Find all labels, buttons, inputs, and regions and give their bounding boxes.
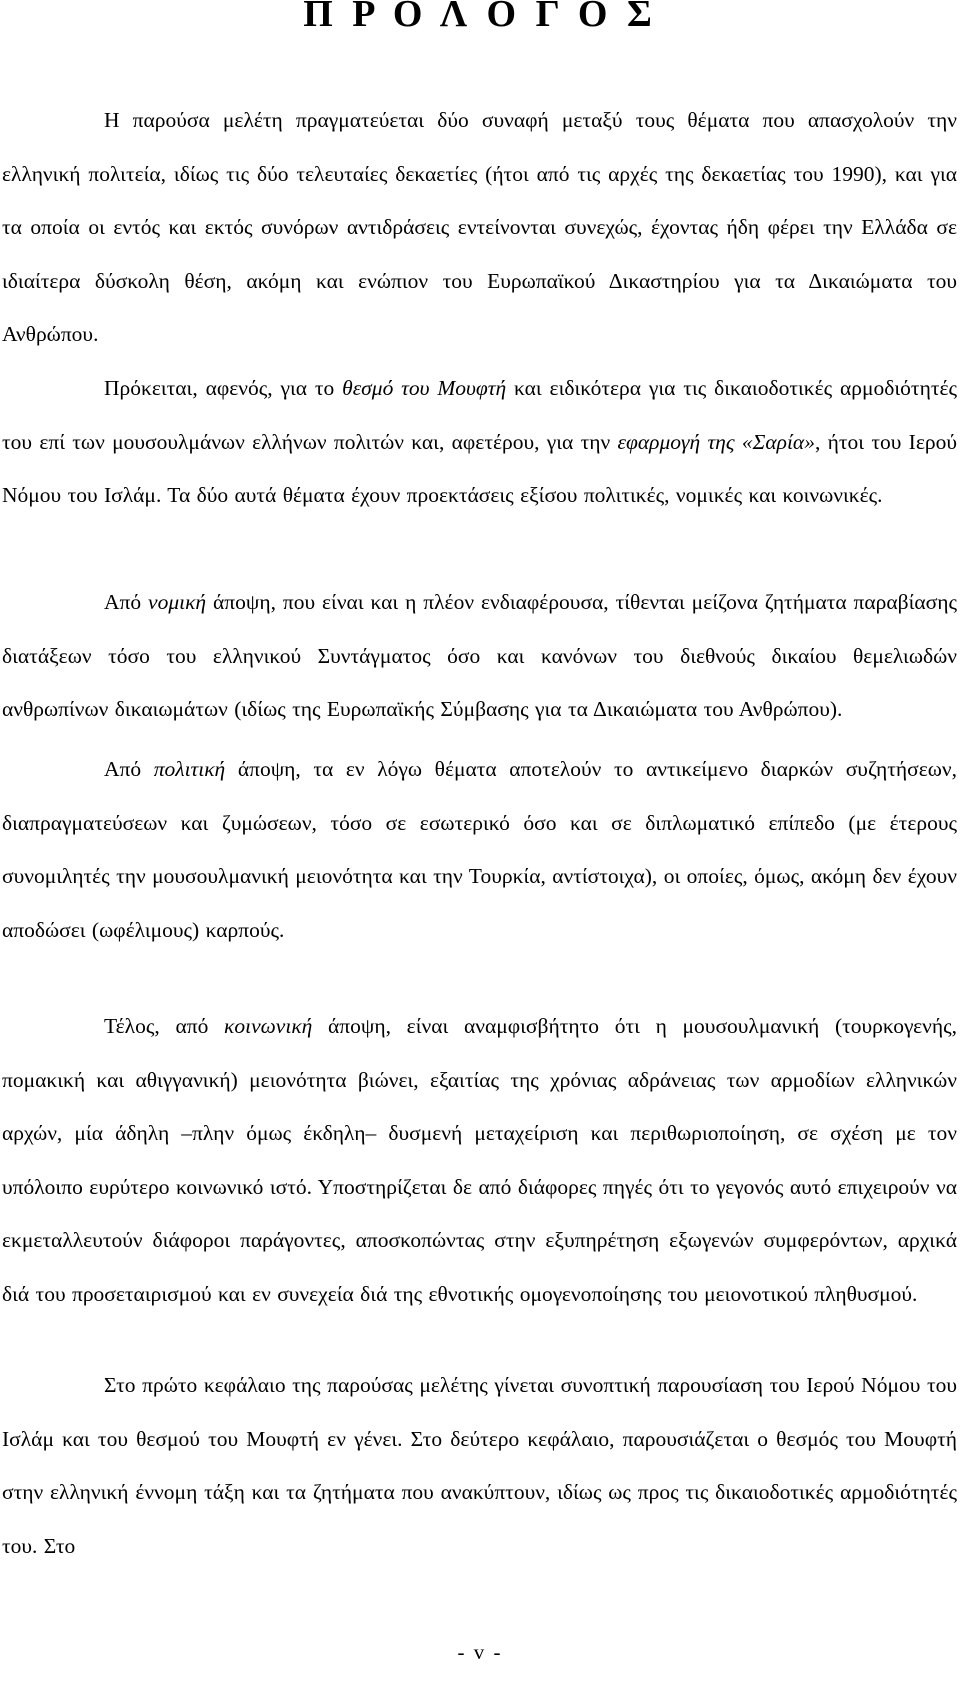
paragraph-political-aspect [2,743,957,957]
paragraph-chapter-outline [2,1359,957,1573]
text-run: Από [104,757,154,781]
page-title: Π Ρ Ο Λ Ο Γ Ο Σ [303,0,657,35]
emphasized-text: θεσμό του Μουφτή [342,376,507,400]
text-run: Στο πρώτο κεφάλαιο της παρούσας μελέτης γίνεται συνοπτική παρουσίαση του Ιερού Νόμου του Ισλάμ και του θεσμού του Μουφτή εν γένει. Στο δεύτερο κεφάλαιο, παρουσιάζεται ο θεσμός του Μουφτή στην ελληνική έννομη τάξη και τα ζητήματα που ανακύπτουν, ιδίως ως προς τις δικαιοδοτικές αρμοδιότητές του. Στο [2,1373,957,1558]
text-run: Πρόκειται, αφενός, για το [104,376,343,400]
emphasized-text: κοινωνική [224,1014,313,1038]
emphasized-text: νομική [148,590,207,614]
text-run: άποψη, που είναι και η πλέον ενδιαφέρουσα, τίθενται μείζονα ζητήματα παραβίασης διατάξεων τόσο του ελληνικού Συντάγματος όσο και κανόνων του διεθνούς δικαίου θεμελιωδών ανθρωπίνων δικαιωμάτων (ιδίως της Ευρωπαϊκής Σύμβασης για τα Δικαιώματα του Ανθρώπου). [2,590,957,721]
emphasized-text: εφαρμογή της «Σαρία» [617,429,815,454]
paragraph-social-aspect [2,1000,957,1321]
text-run: άποψη, είναι αναμφισβήτητο ότι η μουσουλμανική (τουρκογενής, πομακική και αθιγγανική) μειονότητα βιώνει, εξαιτίας της χρόνιας αδράνειας των αρμοδίων ελληνικών αρχών, μία άδηλη –πλην όμως έκδηλη– δυσμενή μεταχείριση και περιθωριοποίηση, σε σχέση με τον υπόλοιπο ευρύτερο κοινωνικό ιστό. Υποστηρίζεται δε από διάφορες πηγές ότι το γεγονός αυτό επιχειρούν να εκμεταλλευτούν διάφοροι παράγοντες, αποσκοπώντας στην εξυπηρέτηση εξωγενών συμφερόντων, αρχικά διά του προσεταιρισμού και εν συνεχεία διά της εθνοτικής ομογενοποίησης του μειονοτικού πληθυσμού. [2,1014,957,1306]
text-run: Τέλος, από [104,1014,225,1038]
text-run: , ήτοι του Ιερού Νόμου του Ισλάμ. Τα δύο αυτά θέματα έχουν προεκτάσεις εξίσου πολιτικές, νομικές και κοινωνικές. [2,429,957,507]
text-run: Από [104,590,149,614]
text-run: άποψη, τα εν λόγω θέματα αποτελούν το αντικείμενο διαρκών συζητήσεων, διαπραγματεύσεων και ζυμώσεων, τόσο σε εσωτερικό όσο και σε διπλωματικό επίπεδο (με έτερους συνομιλητές την μουσουλμανική μειονότητα και την Τουρκία, αντίστοιχα), οι οποίες, όμως, ακόμη δεν έχουν αποδώσει (ωφέλιμους) καρπούς. [2,757,958,942]
text-run: Η παρούσα μελέτη πραγματεύεται δύο συναφή μεταξύ τους θέματα που απασχολούν την ελληνική πολιτεία, ιδίως τις δύο τελευταίες δεκαετίες (ήτοι από τις αρχές της δεκαετίας του 1990), και για τα οποία οι εντός και εκτός συνόρων αντιδράσεις εντείνονται συνεχώς, έχοντας ήδη φέρει την Ελλάδα σε ιδιαίτερα δύσκολη θέση, ακόμη και ενώπιον του Ευρωπαϊκού Δικαστηρίου για τα Δικαιώματα του Ανθρώπου. [2,108,957,346]
paragraph-topics [2,362,957,523]
emphasized-text: πολιτική [153,757,226,781]
text-run: και ειδικότερα για τις δικαιοδοτικές αρμοδιότητές του επί των μουσουλμάνων ελλήνων πολιτών και, αφετέρου, για την [2,376,957,454]
paragraph-introduction [2,94,957,362]
paragraph-legal-aspect [2,576,957,737]
page-number: - v - [457,1640,503,1664]
